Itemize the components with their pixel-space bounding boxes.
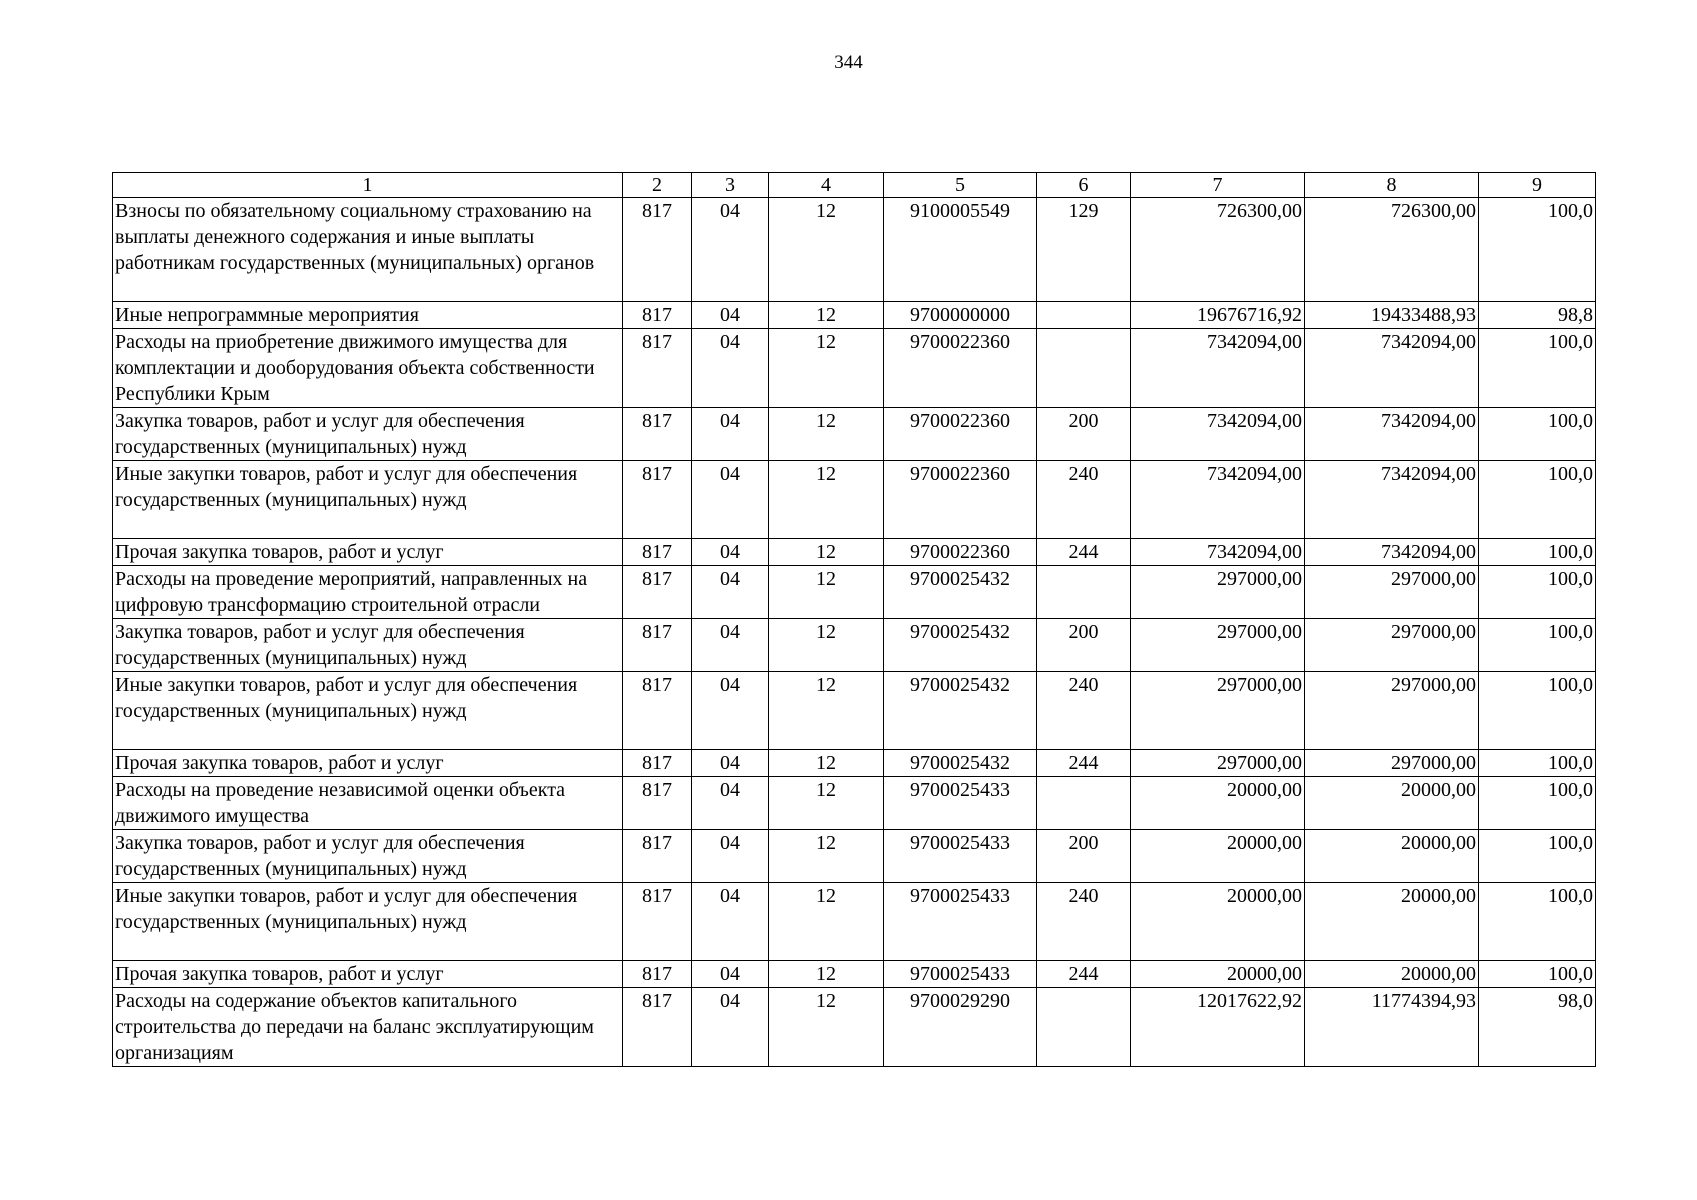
row-c8: 20000,00	[1305, 777, 1479, 830]
row-name: Закупка товаров, работ и услуг для обеспечения государственных (муниципальных) нужд	[113, 619, 623, 672]
row-name: Расходы на проведение независимой оценки объекта движимого имущества	[113, 777, 623, 830]
row-c7: 7342094,00	[1131, 408, 1305, 461]
row-c2: 817	[623, 408, 692, 461]
row-c4: 12	[769, 329, 884, 408]
row-c2: 817	[623, 198, 692, 302]
row-c9: 100,0	[1479, 539, 1596, 566]
table-row	[113, 619, 1596, 672]
row-c9: 100,0	[1479, 777, 1596, 830]
row-c8: 11774394,93	[1305, 988, 1479, 1067]
row-c7: 7342094,00	[1131, 461, 1305, 539]
row-c8: 7342094,00	[1305, 461, 1479, 539]
header-cell: 5	[884, 173, 1037, 198]
table-row	[113, 830, 1596, 883]
row-c6: 200	[1037, 619, 1131, 672]
row-c9: 100,0	[1479, 461, 1596, 539]
row-c7: 20000,00	[1131, 830, 1305, 883]
table-row	[113, 672, 1596, 750]
row-c2: 817	[623, 329, 692, 408]
row-c3: 04	[692, 830, 769, 883]
row-c3: 04	[692, 883, 769, 961]
table-row	[113, 988, 1596, 1067]
header-cell: 1	[113, 173, 623, 198]
header-cell: 3	[692, 173, 769, 198]
row-c5: 9700022360	[884, 539, 1037, 566]
row-c6: 129	[1037, 198, 1131, 302]
row-c8: 297000,00	[1305, 619, 1479, 672]
row-c3: 04	[692, 539, 769, 566]
row-c4: 12	[769, 461, 884, 539]
header-cell: 7	[1131, 173, 1305, 198]
table-row	[113, 777, 1596, 830]
row-c4: 12	[769, 408, 884, 461]
row-c2: 817	[623, 461, 692, 539]
header-cell: 4	[769, 173, 884, 198]
row-c6: 244	[1037, 750, 1131, 777]
budget-table	[112, 172, 1596, 1067]
row-c5: 9700022360	[884, 461, 1037, 539]
table-row	[113, 408, 1596, 461]
row-c5: 9700025433	[884, 830, 1037, 883]
row-name: Расходы на содержание объектов капитального строительства до передачи на баланс эксплуатирующим организациям	[113, 988, 623, 1067]
row-c3: 04	[692, 198, 769, 302]
row-c2: 817	[623, 619, 692, 672]
row-c6	[1037, 566, 1131, 619]
table-row	[113, 566, 1596, 619]
row-c5: 9700025432	[884, 672, 1037, 750]
table-row	[113, 883, 1596, 961]
row-c6	[1037, 329, 1131, 408]
row-c4: 12	[769, 619, 884, 672]
table-row	[113, 961, 1596, 988]
row-c8: 20000,00	[1305, 830, 1479, 883]
table-row	[113, 198, 1596, 302]
row-c2: 817	[623, 750, 692, 777]
header-cell: 6	[1037, 173, 1131, 198]
row-c3: 04	[692, 750, 769, 777]
row-c7: 7342094,00	[1131, 329, 1305, 408]
row-c7: 19676716,92	[1131, 302, 1305, 329]
row-c5: 9700025433	[884, 961, 1037, 988]
header-cell: 8	[1305, 173, 1479, 198]
row-c3: 04	[692, 329, 769, 408]
row-c6: 244	[1037, 539, 1131, 566]
row-c2: 817	[623, 672, 692, 750]
row-c6	[1037, 302, 1131, 329]
table-row	[113, 461, 1596, 539]
row-c7: 7342094,00	[1131, 539, 1305, 566]
row-c9: 100,0	[1479, 408, 1596, 461]
row-c3: 04	[692, 566, 769, 619]
row-c3: 04	[692, 961, 769, 988]
row-c9: 100,0	[1479, 883, 1596, 961]
row-c5: 9700025433	[884, 777, 1037, 830]
row-c9: 100,0	[1479, 198, 1596, 302]
table-row	[113, 329, 1596, 408]
header-row	[113, 173, 1596, 198]
row-c9: 100,0	[1479, 830, 1596, 883]
row-c8: 7342094,00	[1305, 539, 1479, 566]
row-c7: 20000,00	[1131, 777, 1305, 830]
row-c7: 12017622,92	[1131, 988, 1305, 1067]
row-c5: 9700000000	[884, 302, 1037, 329]
row-c2: 817	[623, 961, 692, 988]
row-c7: 297000,00	[1131, 619, 1305, 672]
row-c4: 12	[769, 672, 884, 750]
row-c3: 04	[692, 988, 769, 1067]
row-c5: 9100005549	[884, 198, 1037, 302]
row-c9: 100,0	[1479, 672, 1596, 750]
row-c2: 817	[623, 539, 692, 566]
row-c8: 7342094,00	[1305, 408, 1479, 461]
row-name: Расходы на приобретение движимого имущества для комплектации и дооборудования объекта собственности Республики Крым	[113, 329, 623, 408]
row-c7: 297000,00	[1131, 750, 1305, 777]
row-c6: 244	[1037, 961, 1131, 988]
row-name: Прочая закупка товаров, работ и услуг	[113, 961, 623, 988]
table-row	[113, 750, 1596, 777]
row-c4: 12	[769, 777, 884, 830]
row-c4: 12	[769, 750, 884, 777]
row-c5: 9700022360	[884, 329, 1037, 408]
row-c8: 297000,00	[1305, 750, 1479, 777]
row-c9: 100,0	[1479, 619, 1596, 672]
row-c3: 04	[692, 302, 769, 329]
row-c2: 817	[623, 830, 692, 883]
row-c5: 9700029290	[884, 988, 1037, 1067]
row-c6: 240	[1037, 461, 1131, 539]
row-c6: 240	[1037, 672, 1131, 750]
row-c8: 20000,00	[1305, 883, 1479, 961]
row-name: Закупка товаров, работ и услуг для обеспечения государственных (муниципальных) нужд	[113, 830, 623, 883]
row-c4: 12	[769, 566, 884, 619]
row-c4: 12	[769, 830, 884, 883]
row-c5: 9700025432	[884, 750, 1037, 777]
row-c7: 726300,00	[1131, 198, 1305, 302]
row-c9: 100,0	[1479, 329, 1596, 408]
row-c2: 817	[623, 988, 692, 1067]
row-c8: 297000,00	[1305, 566, 1479, 619]
row-c6: 240	[1037, 883, 1131, 961]
row-c4: 12	[769, 198, 884, 302]
row-c3: 04	[692, 619, 769, 672]
row-c9: 100,0	[1479, 566, 1596, 619]
row-c4: 12	[769, 883, 884, 961]
row-c6: 200	[1037, 408, 1131, 461]
row-name: Прочая закупка товаров, работ и услуг	[113, 539, 623, 566]
row-c3: 04	[692, 461, 769, 539]
row-c2: 817	[623, 883, 692, 961]
row-c5: 9700025432	[884, 619, 1037, 672]
row-c2: 817	[623, 566, 692, 619]
row-c8: 19433488,93	[1305, 302, 1479, 329]
row-c2: 817	[623, 777, 692, 830]
row-c7: 20000,00	[1131, 961, 1305, 988]
row-name: Закупка товаров, работ и услуг для обеспечения государственных (муниципальных) нужд	[113, 408, 623, 461]
row-c4: 12	[769, 539, 884, 566]
row-name: Иные непрограммные мероприятия	[113, 302, 623, 329]
row-name: Иные закупки товаров, работ и услуг для обеспечения государственных (муниципальных) нужд	[113, 672, 623, 750]
row-c6: 200	[1037, 830, 1131, 883]
row-c7: 297000,00	[1131, 566, 1305, 619]
row-c5: 9700022360	[884, 408, 1037, 461]
row-name: Прочая закупка товаров, работ и услуг	[113, 750, 623, 777]
header-cell: 9	[1479, 173, 1596, 198]
row-c3: 04	[692, 408, 769, 461]
row-name: Иные закупки товаров, работ и услуг для обеспечения государственных (муниципальных) нужд	[113, 461, 623, 539]
row-c9: 100,0	[1479, 961, 1596, 988]
row-c4: 12	[769, 302, 884, 329]
table-row	[113, 539, 1596, 566]
row-c8: 20000,00	[1305, 961, 1479, 988]
row-c2: 817	[623, 302, 692, 329]
row-c5: 9700025433	[884, 883, 1037, 961]
row-c8: 7342094,00	[1305, 329, 1479, 408]
row-c9: 98,0	[1479, 988, 1596, 1067]
page-number: 344	[834, 52, 863, 73]
row-name: Расходы на проведение мероприятий, направленных на цифровую трансформацию строительной отрасли	[113, 566, 623, 619]
header-cell: 2	[623, 173, 692, 198]
row-c4: 12	[769, 988, 884, 1067]
row-c9: 100,0	[1479, 750, 1596, 777]
row-c6	[1037, 988, 1131, 1067]
row-c7: 297000,00	[1131, 672, 1305, 750]
row-c5: 9700025432	[884, 566, 1037, 619]
row-c7: 20000,00	[1131, 883, 1305, 961]
row-c8: 726300,00	[1305, 198, 1479, 302]
row-c8: 297000,00	[1305, 672, 1479, 750]
table-row	[113, 302, 1596, 329]
row-name: Взносы по обязательному социальному страхованию на выплаты денежного содержания и иные выплаты работникам государственных (муниципальных) органов	[113, 198, 623, 302]
row-name: Иные закупки товаров, работ и услуг для обеспечения государственных (муниципальных) нужд	[113, 883, 623, 961]
row-c3: 04	[692, 672, 769, 750]
row-c6	[1037, 777, 1131, 830]
row-c9: 98,8	[1479, 302, 1596, 329]
row-c4: 12	[769, 961, 884, 988]
row-c3: 04	[692, 777, 769, 830]
